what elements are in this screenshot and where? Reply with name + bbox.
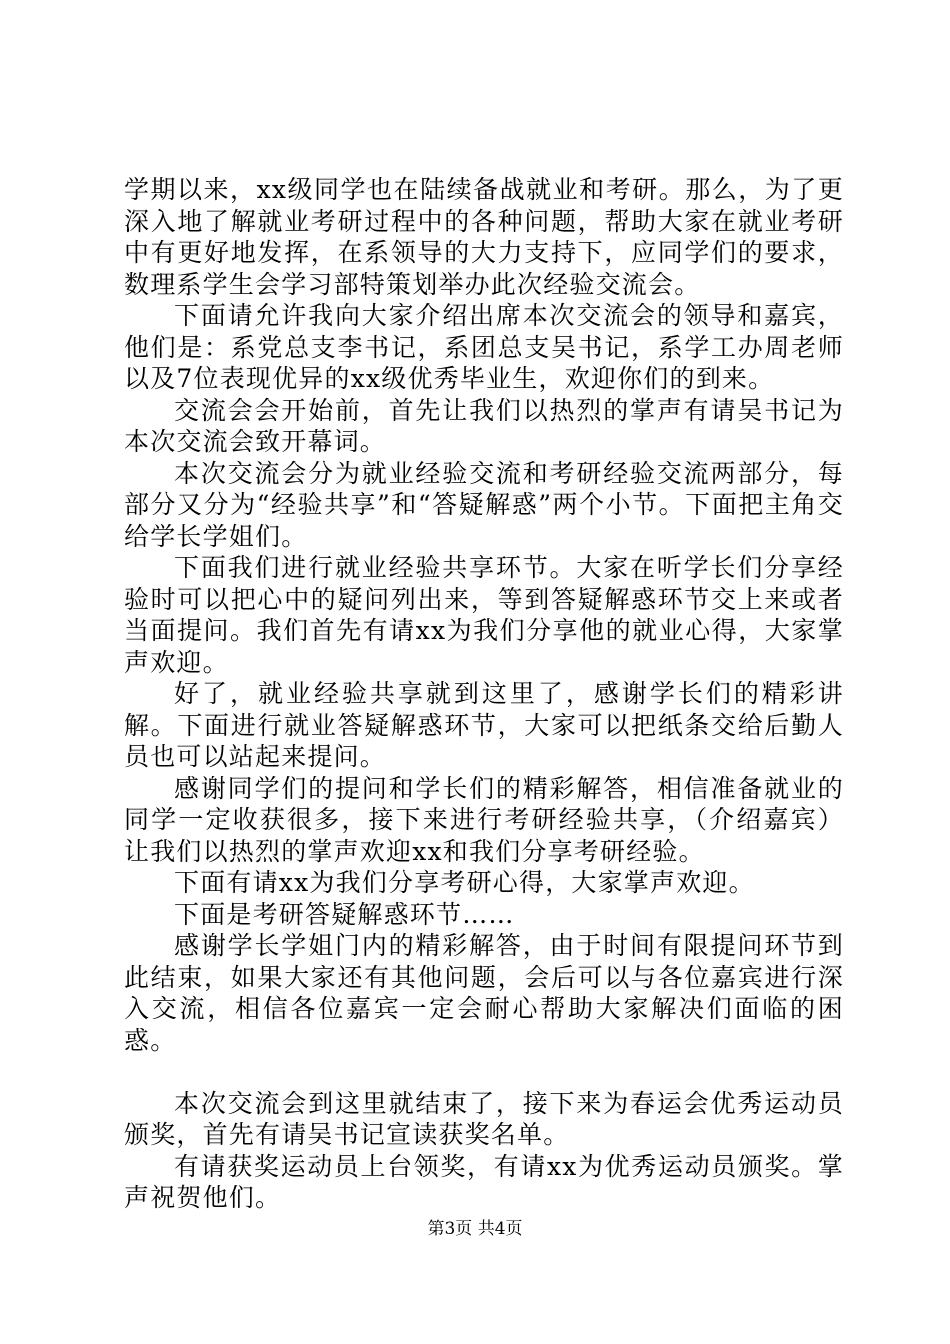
paragraph: 下面请允许我向大家介绍出席本次交流会的领导和嘉宾，他们是：系党总支李书记，系团总支吴书记，系学工办周老师以及7位表现优异的xx级优秀毕业生，欢迎你们的到来。 xyxy=(124,301,844,393)
paragraph: 好了，就业经验共享就到这里了，感谢学长们的精彩讲解。下面进行就业答疑解惑环节，大家可以把纸条交给后勤人员也可以站起来提问。 xyxy=(124,679,844,771)
paragraph: 下面有请xx为我们分享考研心得，大家掌声欢迎。 xyxy=(174,868,755,897)
paragraph: 交流会会开始前，首先让我们以热烈的掌声有请吴书记为本次交流会致开幕词。 xyxy=(124,395,844,456)
paragraph: 下面我们进行就业经验共享环节。大家在听学长们分享经验时可以把心中的疑问列出来，等到答疑解惑环节交上来或者当面提问。我们首先有请xx为我们分享他的就业心得，大家掌声欢迎。 xyxy=(124,553,844,677)
paragraph: 感谢同学们的提问和学长们的精彩解答，相信准备就业的同学一定收获很多，接下来进行考研经验共享，（介绍嘉宾）让我们以热烈的掌声欢迎xx和我们分享考研经验。 xyxy=(124,773,844,866)
paragraph-spacer xyxy=(124,1056,844,1088)
page-footer: 第3页 共4页 xyxy=(427,1219,523,1239)
paragraph: 下面是考研答疑解惑环节…… xyxy=(174,899,515,929)
paragraph: 本次交流会分为就业经验交流和考研经验交流两部分，每部分又分为“经验共享”和“答疑解惑”两个小节。下面把主角交给学长学姐们。 xyxy=(124,458,844,551)
paragraph: 本次交流会到这里就结束了，接下来为春运会优秀运动员颁奖，首先有请吴书记宣读获奖名单。 xyxy=(124,1088,844,1149)
paragraph: 感谢学长学姐门内的精彩解答，由于时间有限提问环节到此结束，如果大家还有其他问题，会后可以与各位嘉宾进行深入交流，相信各位嘉宾一定会耐心帮助大家解决们面临的困惑。 xyxy=(124,931,844,1055)
paragraph: 有请获奖运动员上台领奖，有请xx为优秀运动员颁奖。掌声祝贺他们。 xyxy=(124,1151,844,1212)
paragraph: 学期以来，xx级同学也在陆续备战就业和考研。那么，为了更深入地了解就业考研过程中的各种问题，帮助大家在就业考研中有更好地发挥，在系领导的大力支持下，应同学们的要求，数理系学生会学习部特策划举办此次经验交流会。 xyxy=(124,175,844,299)
document-body xyxy=(124,174,844,1214)
